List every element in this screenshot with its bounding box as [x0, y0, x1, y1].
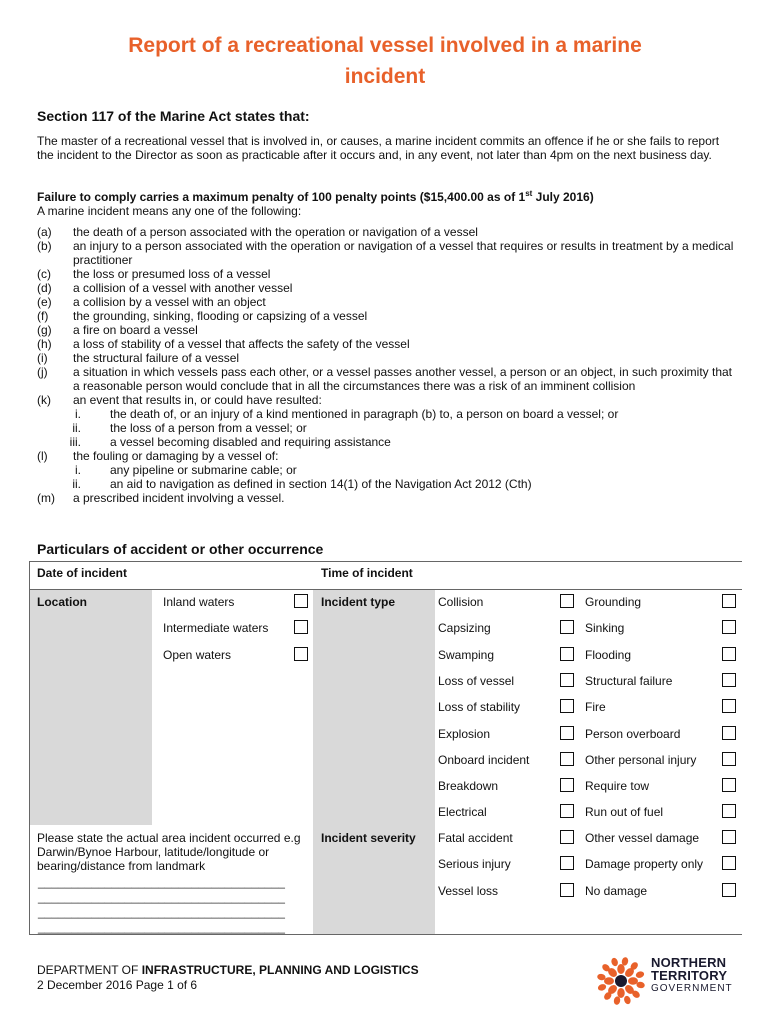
incident-item	[37, 225, 737, 239]
footer	[37, 963, 419, 993]
breakdown-checkbox[interactable]	[560, 778, 574, 792]
list-item-text: the fouling or damaging by a vessel of:	[73, 449, 279, 463]
other-personal-injury-checkbox[interactable]	[722, 752, 736, 766]
other-vessel-damage-label: Other vessel damage	[585, 831, 700, 845]
explosion-label: Explosion	[438, 726, 491, 741]
intermediate-waters-checkbox[interactable]	[294, 620, 308, 634]
vessel-loss-checkbox[interactable]	[560, 883, 574, 897]
department-line	[37, 963, 419, 978]
incident-item	[37, 365, 737, 393]
capsizing-label: Capsizing	[438, 621, 491, 636]
list-marker: (d)	[37, 281, 52, 295]
grounding-checkbox[interactable]	[722, 594, 736, 608]
swamping-label: Swamping	[438, 647, 495, 662]
list-marker: (c)	[37, 267, 51, 281]
electrical-label: Electrical	[438, 805, 487, 820]
no-damage-label: No damage	[585, 883, 648, 898]
flooding-checkbox[interactable]	[722, 647, 736, 661]
loss-of-stability-label: Loss of stability	[438, 700, 521, 715]
run-out-of-fuel-checkbox[interactable]	[722, 804, 736, 818]
damage-property-only-checkbox[interactable]	[722, 856, 736, 870]
onboard-incident-checkbox[interactable]	[560, 752, 574, 766]
list-item-text: a vessel becoming disabled and requiring assistance	[110, 435, 391, 449]
date-of-incident-label: Date of incident	[37, 566, 128, 580]
structural-failure-checkbox[interactable]	[722, 673, 736, 687]
sinking-label: Sinking	[585, 621, 625, 636]
list-item-text: an aid to navigation as defined in section 14(1) of the Navigation Act 2012 (Cth)	[110, 477, 532, 491]
answer-line[interactable]: _____________________________________	[38, 920, 285, 934]
logo-line-1: NORTHERN	[651, 955, 727, 970]
location-label: Location	[37, 595, 87, 609]
collision-label: Collision	[438, 595, 484, 609]
damage-property-only-label: Damage property only	[585, 857, 704, 872]
particulars-heading: Particulars of accident or other occurrence	[37, 541, 324, 557]
list-marker: ii.	[72, 477, 81, 491]
require-tow-checkbox[interactable]	[722, 778, 736, 792]
area-prompt: Please state the actual area incident occurred e.g Darwin/Bynoe Harbour, latitude/longitude or bearing/distance from landmark	[37, 831, 301, 873]
inland-waters-checkbox[interactable]	[294, 594, 308, 608]
list-item-text: the death of a person associated with the operation or navigation of a vessel	[73, 225, 478, 239]
require-tow-label: Require tow	[585, 779, 650, 794]
list-item-text: a prescribed incident involving a vessel.	[73, 491, 285, 505]
intermediate-waters-label: Intermediate waters	[163, 621, 269, 636]
answer-line[interactable]: _____________________________________	[38, 890, 285, 904]
fatal-accident-checkbox[interactable]	[560, 830, 574, 844]
incident-item	[37, 323, 737, 337]
incident-item	[37, 239, 737, 267]
list-item-text: a situation in which vessels pass each other, or a vessel passes another vessel, a person or an object, in such proximity that a reasonable person would conclude that in all the circumstances there was a risk of an imminent collision	[73, 365, 733, 393]
penalty-superscript: st	[525, 189, 533, 198]
list-marker: (f)	[37, 309, 49, 323]
penalty-text-end: July 2016)	[532, 190, 594, 204]
other-vessel-damage-checkbox[interactable]	[722, 830, 736, 844]
inland-waters-label: Inland waters	[163, 595, 235, 609]
list-item-text: the loss or presumed loss of a vessel	[73, 267, 271, 281]
intro-paragraph: The master of a recreational vessel that is involved in, or causes, a marine incident commits an offence if he or she fails to report the incident to the Director as soon as practicable after it occurs and, in any event, not later than 4pm on the next business day.	[37, 134, 720, 162]
form-divider	[30, 589, 742, 590]
list-marker: (g)	[37, 323, 52, 337]
list-item-text: a collision by a vessel with an object	[73, 295, 266, 309]
time-of-incident-label: Time of incident	[321, 566, 413, 580]
list-marker: (m)	[37, 491, 55, 505]
department-name: INFRASTRUCTURE, PLANNING AND LOGISTICS	[141, 963, 419, 977]
incident-item	[37, 351, 737, 365]
electrical-checkbox[interactable]	[560, 804, 574, 818]
incident-item	[37, 309, 737, 323]
open-waters-label: Open waters	[163, 647, 232, 662]
list-marker: (h)	[37, 337, 52, 351]
section-heading: Section 117 of the Marine Act states that:	[37, 108, 310, 124]
incident-subitem	[37, 477, 737, 491]
list-marker: i.	[75, 407, 81, 421]
serious-injury-checkbox[interactable]	[560, 856, 574, 870]
incident-item	[37, 337, 737, 351]
list-marker: i.	[75, 463, 81, 477]
incident-definition-lead: A marine incident means any one of the following:	[37, 204, 302, 218]
list-item-text: the structural failure of a vessel	[73, 351, 240, 365]
incident-subitem	[37, 435, 737, 449]
list-marker: ii.	[72, 421, 81, 435]
list-item-text: an injury to a person associated with the operation or navigation of a vessel that requires or results in treatment by a medical practitioner	[73, 239, 734, 267]
list-item-text: any pipeline or submarine cable; or	[110, 463, 297, 477]
penalty-statement	[37, 189, 594, 204]
list-marker: (b)	[37, 239, 52, 253]
list-marker: (l)	[37, 449, 48, 463]
title-line-2: incident	[344, 65, 426, 88]
logo-line-2: TERRITORY	[651, 968, 728, 983]
incident-type-label-shading	[313, 589, 435, 825]
loss-of-stability-checkbox[interactable]	[560, 699, 574, 713]
list-marker: (a)	[37, 225, 52, 239]
list-marker: (e)	[37, 295, 52, 309]
structural-failure-label: Structural failure	[585, 673, 673, 688]
incident-subitem	[37, 407, 737, 421]
person-overboard-checkbox[interactable]	[722, 726, 736, 740]
serious-injury-label: Serious injury	[438, 857, 511, 872]
incident-type-label: Incident type	[321, 595, 396, 609]
capsizing-checkbox[interactable]	[560, 620, 574, 634]
location-label-shading	[30, 589, 152, 825]
fatal-accident-label: Fatal accident	[438, 831, 513, 845]
swamping-checkbox[interactable]	[560, 647, 574, 661]
incident-item	[37, 491, 737, 505]
breakdown-label: Breakdown	[438, 779, 499, 794]
title-line-1: Report of a recreational vessel involved in a marine	[128, 34, 642, 57]
explosion-checkbox[interactable]	[560, 726, 574, 740]
incident-item	[37, 295, 737, 309]
no-damage-checkbox[interactable]	[722, 883, 736, 897]
incident-item	[37, 267, 737, 281]
list-item-text: an event that results in, or could have resulted:	[73, 393, 322, 407]
list-marker: (i)	[37, 351, 48, 365]
department-prefix: DEPARTMENT OF	[37, 963, 142, 977]
run-out-of-fuel-label: Run out of fuel	[585, 805, 664, 820]
other-personal-injury-label: Other personal injury	[585, 752, 697, 767]
open-waters-checkbox[interactable]	[294, 647, 308, 661]
collision-checkbox[interactable]	[560, 594, 574, 608]
fire-label: Fire	[585, 700, 606, 715]
incident-subitem	[37, 421, 737, 435]
list-item-text: a loss of stability of a vessel that affects the safety of the vessel	[73, 337, 410, 351]
fire-checkbox[interactable]	[722, 699, 736, 713]
incident-item	[37, 449, 737, 463]
answer-line[interactable]: _____________________________________	[38, 905, 285, 919]
footer-date-page: 2 December 2016 Page 1 of 6	[37, 978, 198, 992]
penalty-text: Failure to comply carries a maximum penalty of 100 penalty points ($15,400.00 as of 1	[37, 190, 526, 204]
onboard-incident-label: Onboard incident	[438, 752, 530, 767]
particulars-form	[29, 561, 742, 935]
vessel-loss-label: Vessel loss	[438, 883, 499, 898]
flower-logo-icon	[596, 956, 646, 1006]
flooding-label: Flooding	[585, 647, 632, 662]
nt-government-logo	[596, 956, 746, 1006]
list-item-text: a collision of a vessel with another vessel	[73, 281, 293, 295]
page-title	[0, 30, 770, 92]
list-item-text: the grounding, sinking, flooding or capsizing of a vessel	[73, 309, 368, 323]
incident-severity-label: Incident severity	[321, 831, 416, 845]
loss-of-vessel-checkbox[interactable]	[560, 673, 574, 687]
incident-item	[37, 393, 737, 407]
incident-item	[37, 281, 737, 295]
person-overboard-label: Person overboard	[585, 726, 681, 741]
grounding-label: Grounding	[585, 595, 642, 609]
logo-line-3: GOVERNMENT	[651, 983, 733, 994]
loss-of-vessel-label: Loss of vessel	[438, 673, 515, 688]
list-item-text: the death of, or an injury of a kind mentioned in paragraph (b) to, a person on board a vessel; or	[110, 407, 619, 421]
answer-line[interactable]: _____________________________________	[38, 875, 285, 889]
list-item-text: the loss of a person from a vessel; or	[110, 421, 307, 435]
area-answer-lines[interactable]	[38, 875, 285, 935]
list-item-text: a fire on board a vessel	[73, 323, 198, 337]
sinking-checkbox[interactable]	[722, 620, 736, 634]
incident-subitem	[37, 463, 737, 477]
list-marker: (j)	[37, 365, 48, 379]
list-marker: (k)	[37, 393, 51, 407]
incident-list	[37, 225, 737, 505]
logo-text	[651, 956, 733, 995]
list-marker: iii.	[69, 435, 81, 449]
